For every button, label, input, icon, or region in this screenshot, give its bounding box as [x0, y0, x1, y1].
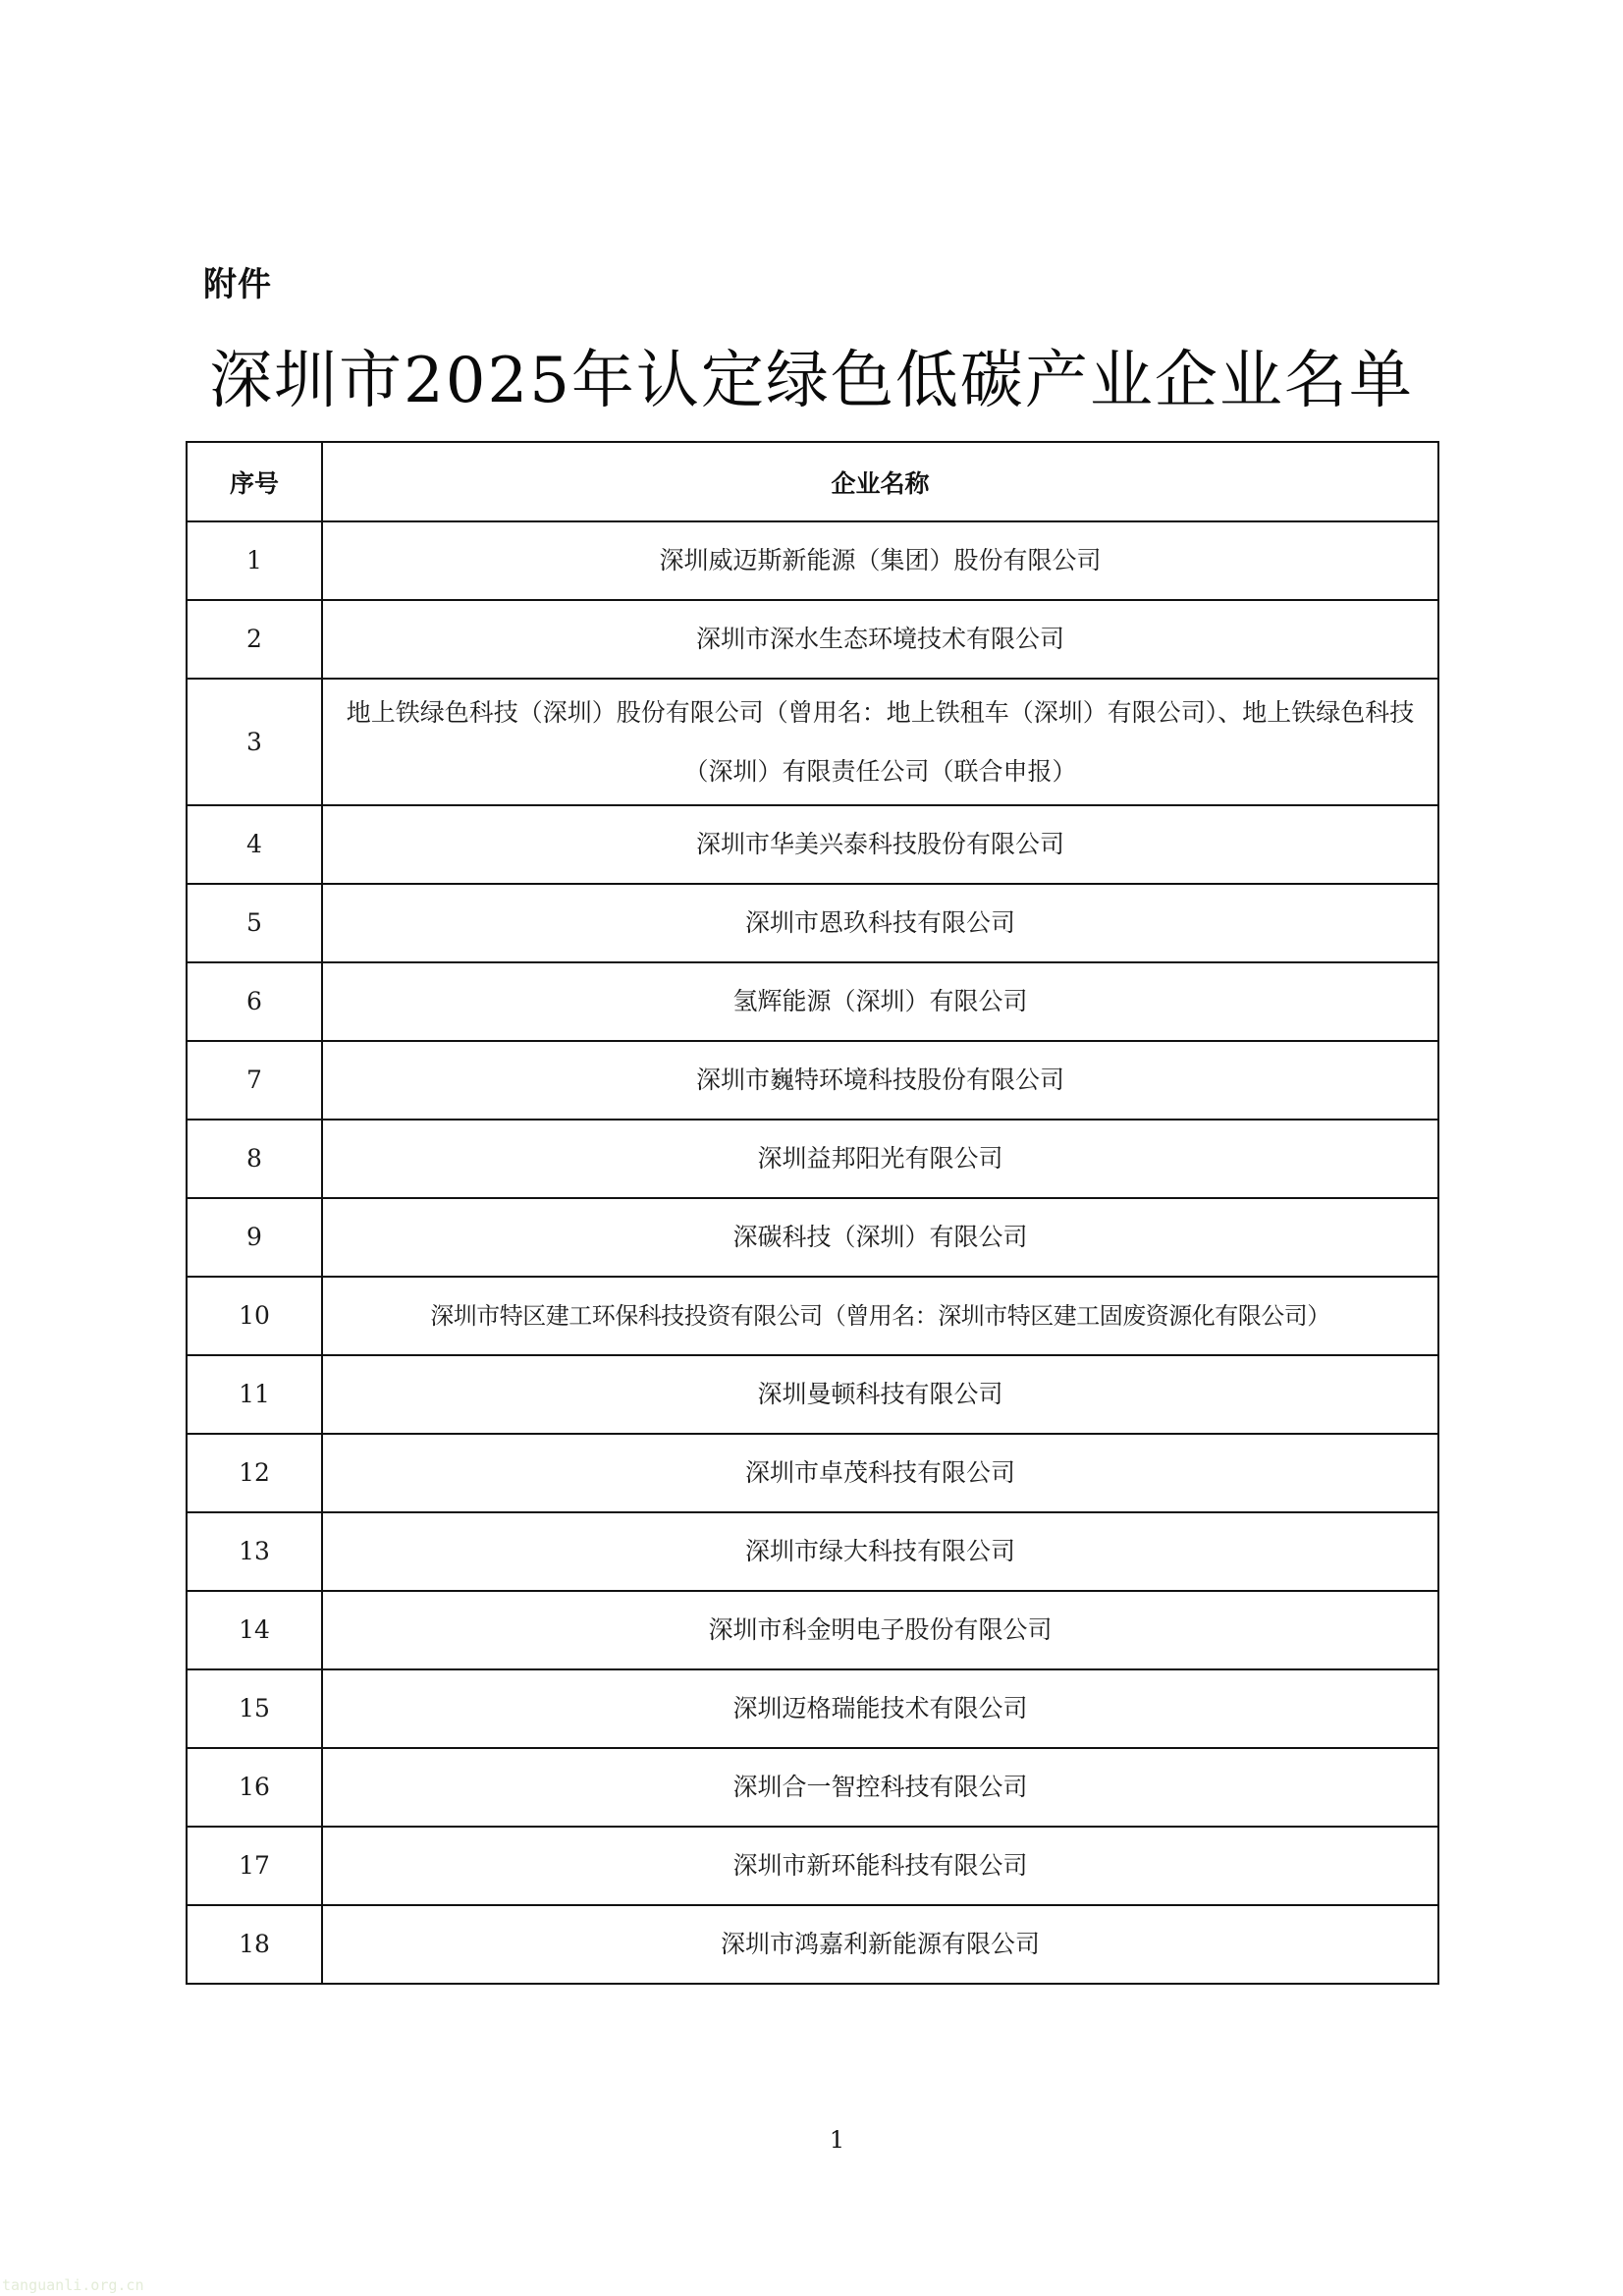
company-name: 氢辉能源（深圳）有限公司	[322, 962, 1438, 1041]
row-index: 18	[187, 1905, 322, 1984]
table-row	[187, 1669, 1438, 1748]
row-index: 9	[187, 1198, 322, 1277]
company-name: 深圳市华美兴泰科技股份有限公司	[322, 805, 1438, 884]
company-name: 深圳市鸿嘉利新能源有限公司	[322, 1905, 1438, 1984]
table-row	[187, 1512, 1438, 1591]
company-name: 深圳市恩玖科技有限公司	[322, 884, 1438, 962]
table-row	[187, 1748, 1438, 1827]
row-index: 8	[187, 1120, 322, 1198]
row-index: 4	[187, 805, 322, 884]
row-index: 5	[187, 884, 322, 962]
row-index: 12	[187, 1434, 322, 1512]
column-header-company-name: 企业名称	[322, 442, 1438, 521]
row-index: 3	[187, 679, 322, 805]
table-row	[187, 1277, 1438, 1355]
company-name: 深圳迈格瑞能技术有限公司	[322, 1669, 1438, 1748]
company-name: 深圳曼顿科技有限公司	[322, 1355, 1438, 1434]
company-name: 深圳益邦阳光有限公司	[322, 1120, 1438, 1198]
table-row	[187, 884, 1438, 962]
table-row	[187, 1905, 1438, 1984]
table-row	[187, 962, 1438, 1041]
table-row	[187, 1434, 1438, 1512]
table-row	[187, 1120, 1438, 1198]
company-name: 深碳科技（深圳）有限公司	[322, 1198, 1438, 1277]
company-name: 深圳市科金明电子股份有限公司	[322, 1591, 1438, 1669]
row-index: 10	[187, 1277, 322, 1355]
table-row	[187, 1591, 1438, 1669]
row-index: 16	[187, 1748, 322, 1827]
table-row	[187, 600, 1438, 679]
table-row	[187, 521, 1438, 600]
table-row	[187, 805, 1438, 884]
row-index: 6	[187, 962, 322, 1041]
company-name: 深圳市深水生态环境技术有限公司	[322, 600, 1438, 679]
company-name: 深圳市巍特环境科技股份有限公司	[322, 1041, 1438, 1120]
row-index: 11	[187, 1355, 322, 1434]
page-number: 1	[829, 2126, 845, 2154]
row-index: 7	[187, 1041, 322, 1120]
document-title: 深圳市2025年认定绿色低碳产业企业名单	[209, 345, 1414, 417]
watermark-text: tanguanli.org.cn	[2, 2276, 144, 2294]
table-header-row	[187, 442, 1438, 521]
company-name: 深圳合一智控科技有限公司	[322, 1748, 1438, 1827]
table-row	[187, 1827, 1438, 1905]
company-name: 地上铁绿色科技（深圳）股份有限公司（曾用名：地上铁租车（深圳）有限公司）、地上铁绿色科技（深圳）有限责任公司（联合申报）	[322, 679, 1438, 805]
company-name: 深圳市特区建工环保科技投资有限公司（曾用名：深圳市特区建工固废资源化有限公司）	[322, 1277, 1438, 1355]
company-name: 深圳市绿大科技有限公司	[322, 1512, 1438, 1591]
row-index: 15	[187, 1669, 322, 1748]
table-row	[187, 1198, 1438, 1277]
attachment-label: 附件	[203, 265, 272, 304]
row-index: 1	[187, 521, 322, 600]
company-name: 深圳市新环能科技有限公司	[322, 1827, 1438, 1905]
column-header-index: 序号	[187, 442, 322, 521]
company-name: 深圳市卓茂科技有限公司	[322, 1434, 1438, 1512]
row-index: 13	[187, 1512, 322, 1591]
row-index: 14	[187, 1591, 322, 1669]
table-row	[187, 679, 1438, 805]
table-row	[187, 1355, 1438, 1434]
company-list-table	[186, 441, 1439, 1985]
row-index: 17	[187, 1827, 322, 1905]
company-name: 深圳威迈斯新能源（集团）股份有限公司	[322, 521, 1438, 600]
row-index: 2	[187, 600, 322, 679]
table-row	[187, 1041, 1438, 1120]
